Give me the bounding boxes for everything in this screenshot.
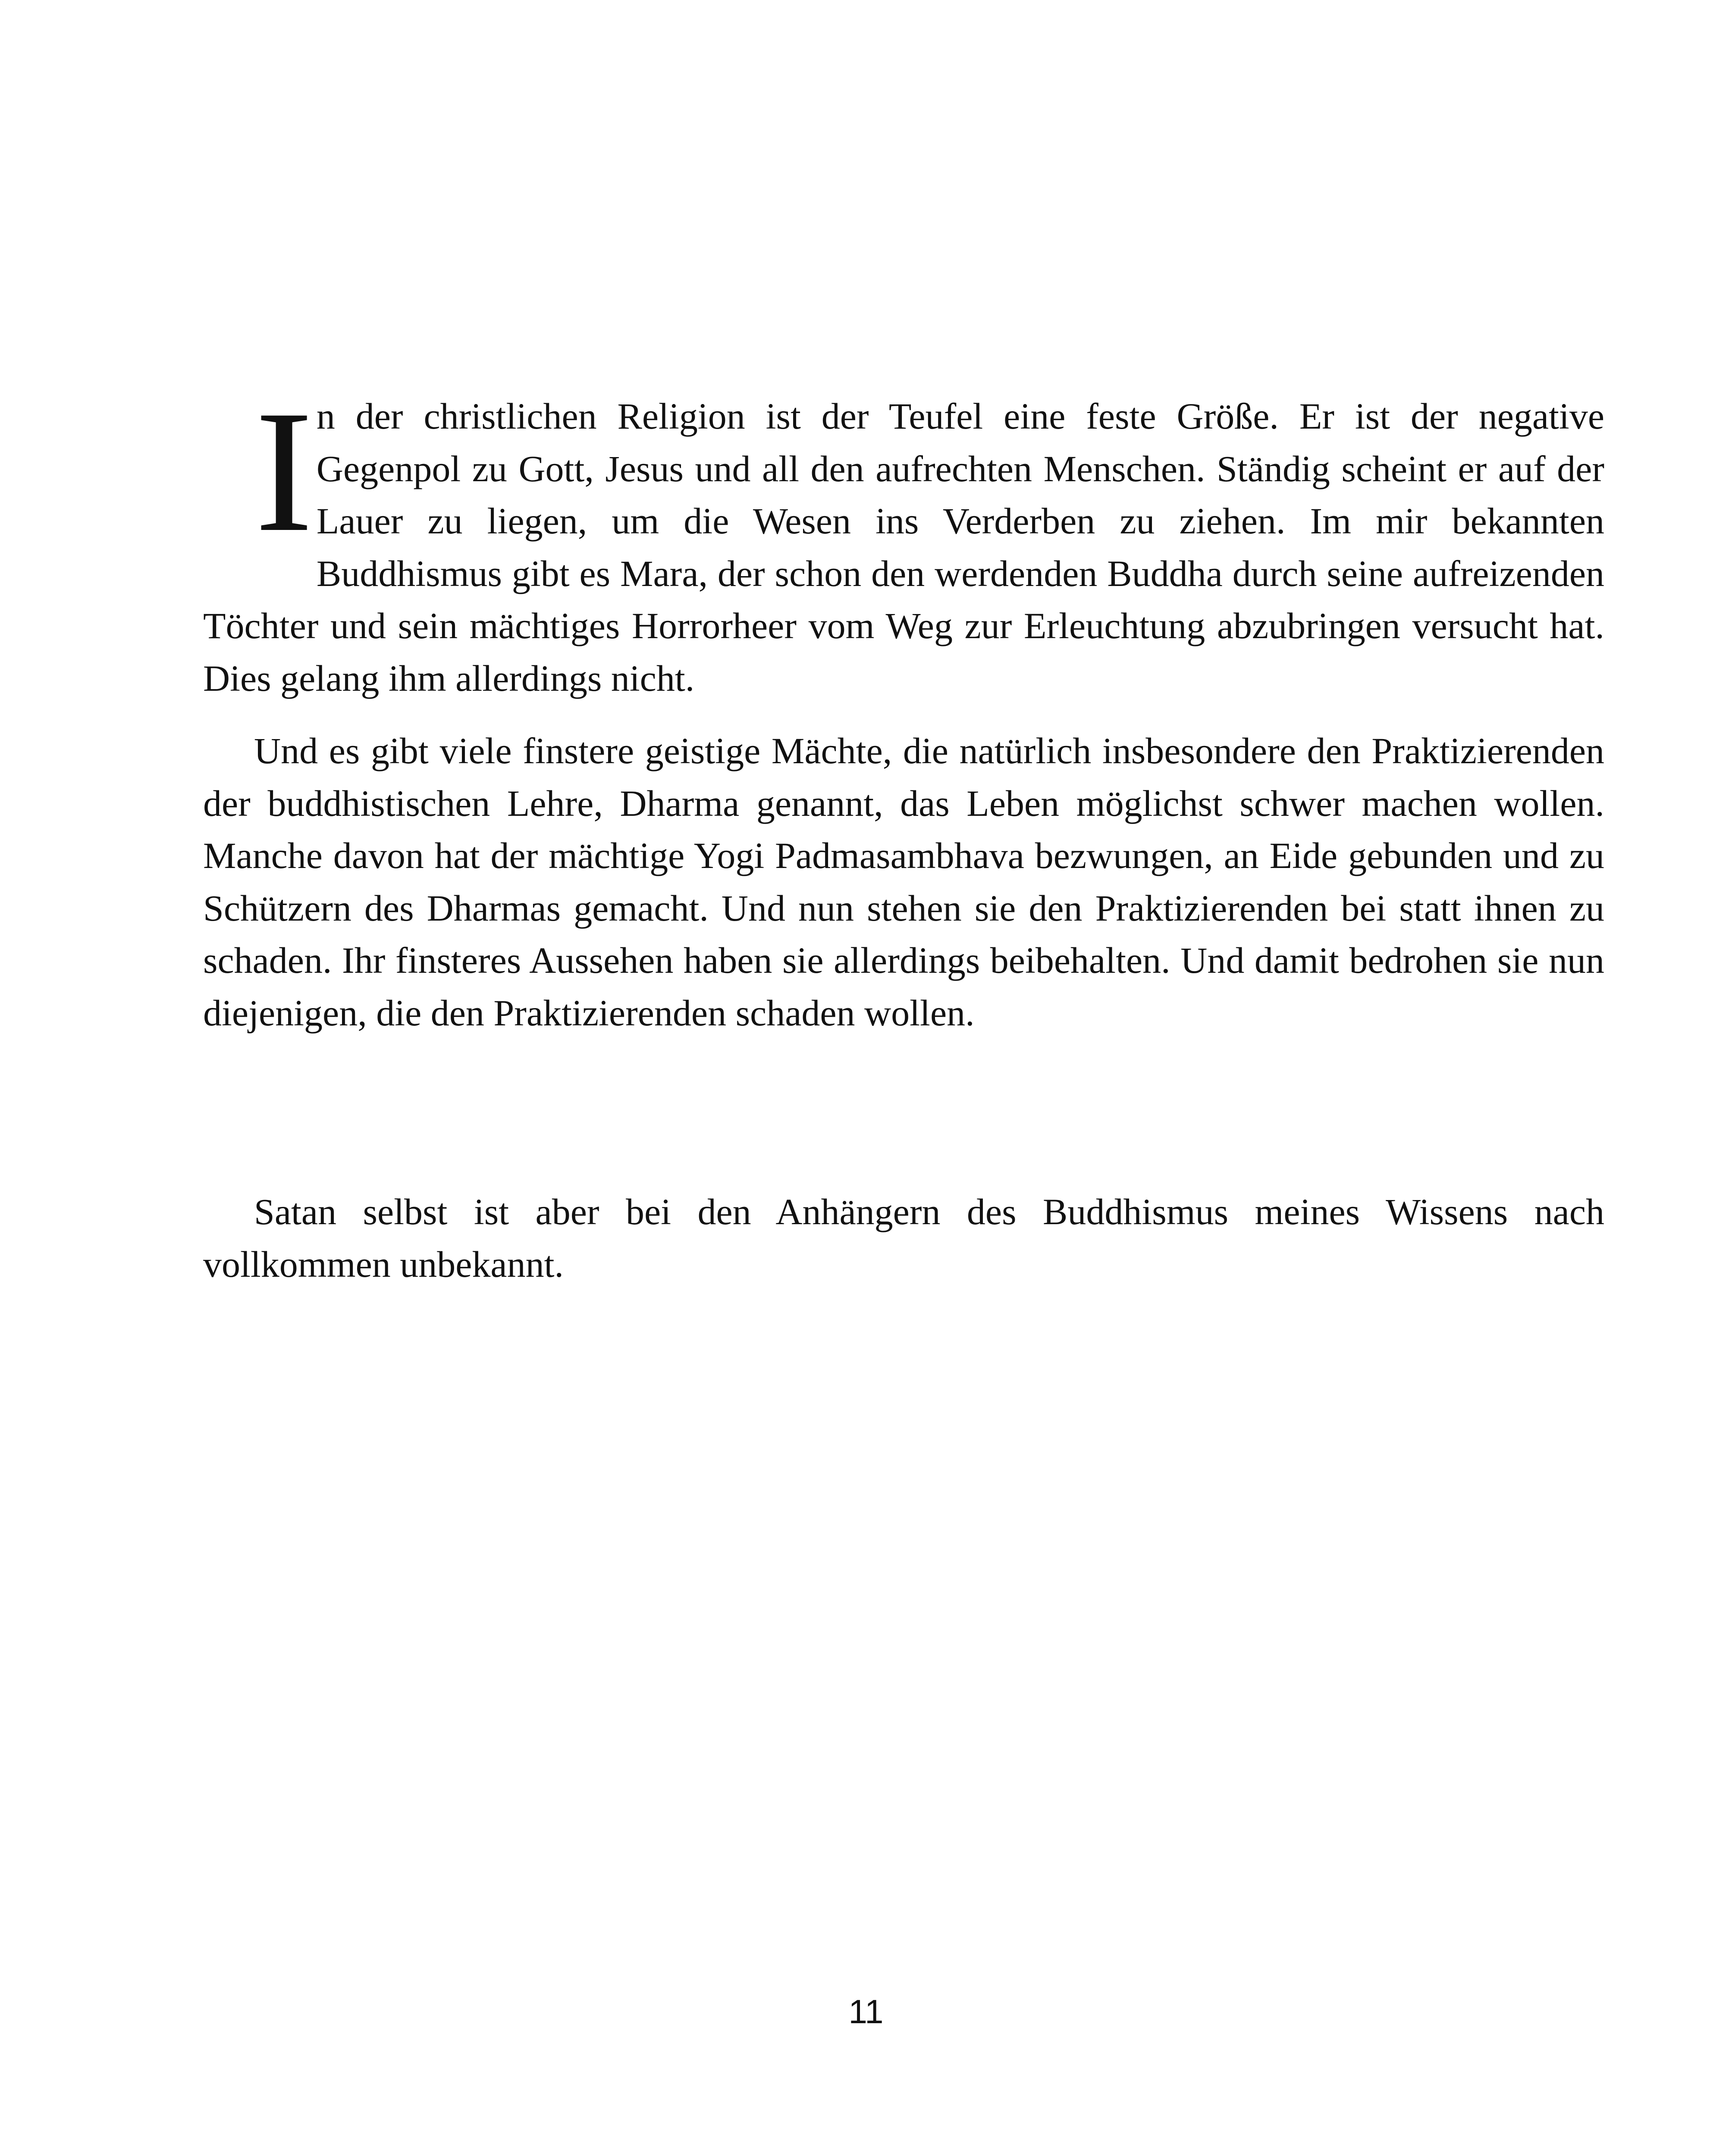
paragraph-3: Satan selbst ist aber bei den Anhängern des Buddhismus meines Wissens nach vollkommen unbekannt. — [203, 1191, 1604, 1285]
paragraph-1 — [203, 374, 1604, 705]
text-body — [203, 374, 1604, 1291]
page-number: 11 — [848, 1993, 884, 2031]
drop-cap: I — [255, 374, 313, 568]
paragraph-2: Und es gibt viele finstere geistige Mächte, die natürlich insbesondere den Praktizierenden der buddhistischen Lehre, Dharma genannt, das Leben möglichst schwer machen wollen. Manche davon hat der mächtige Yogi Padmasambhava bezwungen, an Eide gebunden und zu Schützern des Dharmas gemacht. Und nun stehen sie den Praktizierenden bei statt ihnen zu schaden. Ihr finsteres Aussehen haben sie allerdings beibehalten. Und damit bedrohen sie nun diejenigen, die den Praktizierenden schaden wollen. — [203, 730, 1604, 1034]
paragraph-1-text: n der christlichen Religion ist der Teufel eine feste Größe. Er ist der negative Gegenpol zu Gott, Jesus und all den aufrechten Menschen. Ständig scheint er auf der Lauer zu liegen, um die Wesen ins Verderben zu ziehen. Im mir bekannten Buddhismus gibt es Mara, der schon den werdenden Buddha durch seine aufreizenden Töchter und sein mächtiges Horrorheer vom Weg zur Erleuchtung abzubringen versucht hat. Dies gelang ihm allerdings nicht. — [203, 395, 1604, 699]
